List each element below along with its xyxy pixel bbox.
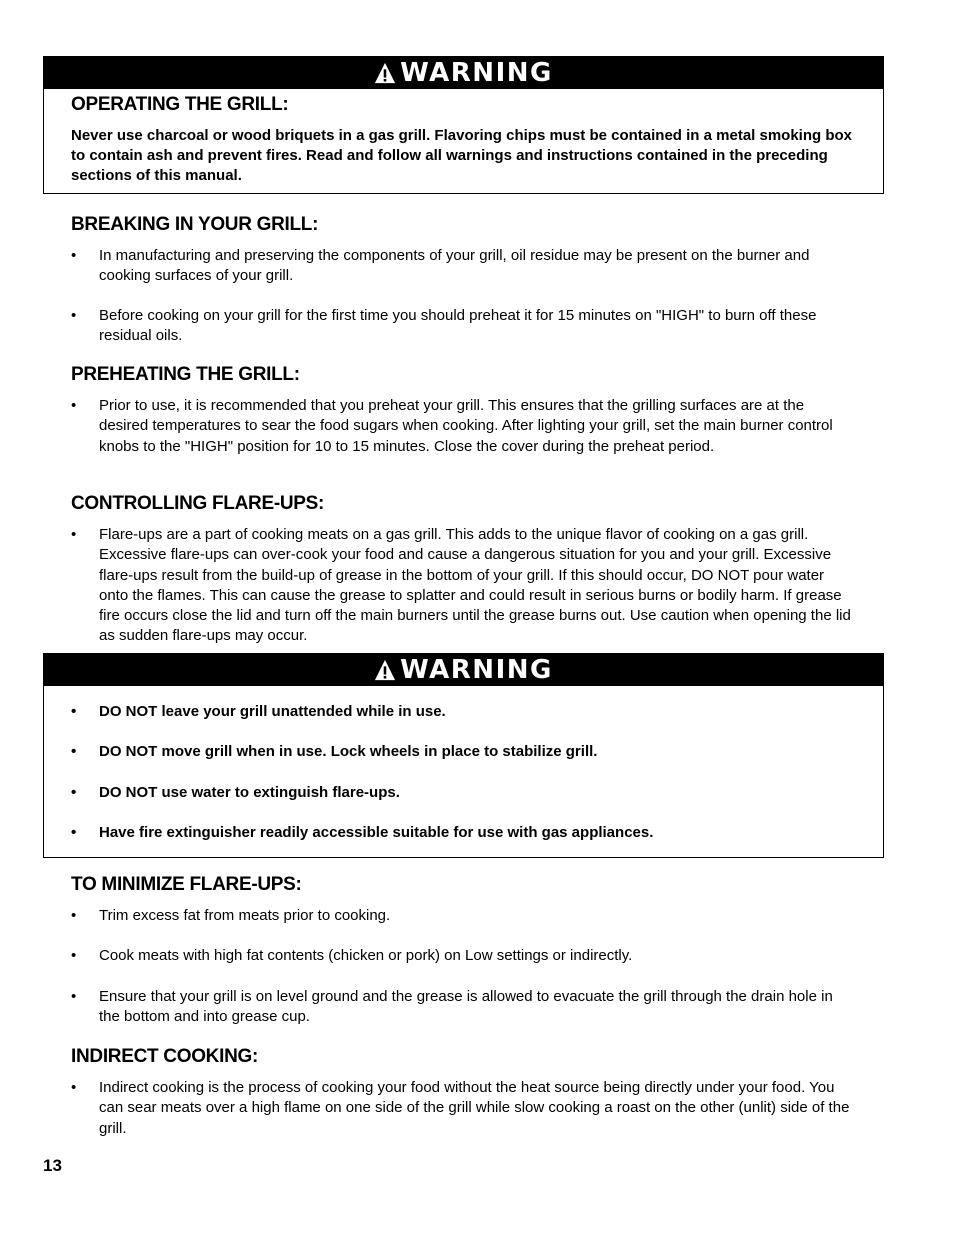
flareups-heading: CONTROLLING FLARE-UPS: xyxy=(71,493,325,514)
minimize-heading: TO MINIMIZE FLARE-UPS: xyxy=(71,874,302,895)
list-item: • Have fire extinguisher readily accessible suitable for use with gas appliances. xyxy=(71,823,851,843)
list-item: • DO NOT move grill when in use. Lock wheels in place to stabilize grill. xyxy=(71,742,851,762)
indirect-list xyxy=(71,1078,851,1139)
safety-list xyxy=(71,702,851,843)
list-item: • Cook meats with high fat contents (chicken or pork) on Low settings or indirectly. xyxy=(71,946,851,966)
list-item: • Trim excess fat from meats prior to cooking. xyxy=(71,906,851,926)
preheating-heading: PREHEATING THE GRILL: xyxy=(71,364,300,385)
warning-box-operating xyxy=(43,56,884,194)
list-item: • Before cooking on your grill for the first time you should preheat it for 15 minutes on "HIGH" to burn off these residual oils. xyxy=(71,306,851,347)
warning-label: WARNING xyxy=(400,58,553,88)
breaking-heading: BREAKING IN YOUR GRILL: xyxy=(71,214,319,235)
breaking-list xyxy=(71,246,851,346)
operating-heading: OPERATING THE GRILL: xyxy=(71,94,289,115)
indirect-heading: INDIRECT COOKING: xyxy=(71,1046,259,1067)
list-item: • Indirect cooking is the process of cooking your food without the heat source being directly under your food. You can sear meats over a high flame on one side of the grill while slow cooking a roast on the other (unlit) side of the grill. xyxy=(71,1078,851,1139)
warning-banner xyxy=(44,654,883,686)
warning-triangle-icon xyxy=(374,659,396,681)
warning-banner xyxy=(44,57,883,89)
preheating-list xyxy=(71,396,851,457)
list-item: • DO NOT leave your grill unattended while in use. xyxy=(71,702,851,722)
flareups-list xyxy=(71,525,851,647)
list-item: • Prior to use, it is recommended that you preheat your grill. This ensures that the grilling surfaces are at the desired temperatures to sear the food sugars when cooking. After lighting your grill, set the main burner control knobs to the "HIGH" position for 10 to 15 minutes. Close the cover during the preheat period. xyxy=(71,396,851,457)
list-item: • DO NOT use water to extinguish flare-ups. xyxy=(71,783,851,803)
page-number: 13 xyxy=(43,1156,62,1175)
warning-label: WARNING xyxy=(400,655,553,685)
warning-triangle-icon xyxy=(374,62,396,84)
list-item: • In manufacturing and preserving the components of your grill, oil residue may be present on the burner and cooking surfaces of your grill. xyxy=(71,246,851,287)
minimize-list xyxy=(71,906,851,1027)
list-item: • Ensure that your grill is on level ground and the grease is allowed to evacuate the grill through the drain hole in the bottom and into grease cup. xyxy=(71,987,851,1028)
operating-text: Never use charcoal or wood briquets in a gas grill. Flavoring chips must be contained in a metal smoking box to contain ash and prevent fires. Read and follow all warnings and instructions contained in the preceding sections of this manual. xyxy=(71,127,853,184)
list-item: • Flare-ups are a part of cooking meats on a gas grill. This adds to the unique flavor of cooking on a gas grill. Excessive flare-ups can over-cook your food and cause a dangerous situation for you and your grill. Excessive flare-ups result from the build-up of grease in the bottom of your grill. If this should occur, DO NOT pour water onto the flames. This can cause the grease to splatter and could result in serious burns or bodily harm. If grease fire occurs close the lid and turn off the main burners until the grease burns out. Use caution when opening the lid as sudden flare-ups may occur. xyxy=(71,525,851,647)
